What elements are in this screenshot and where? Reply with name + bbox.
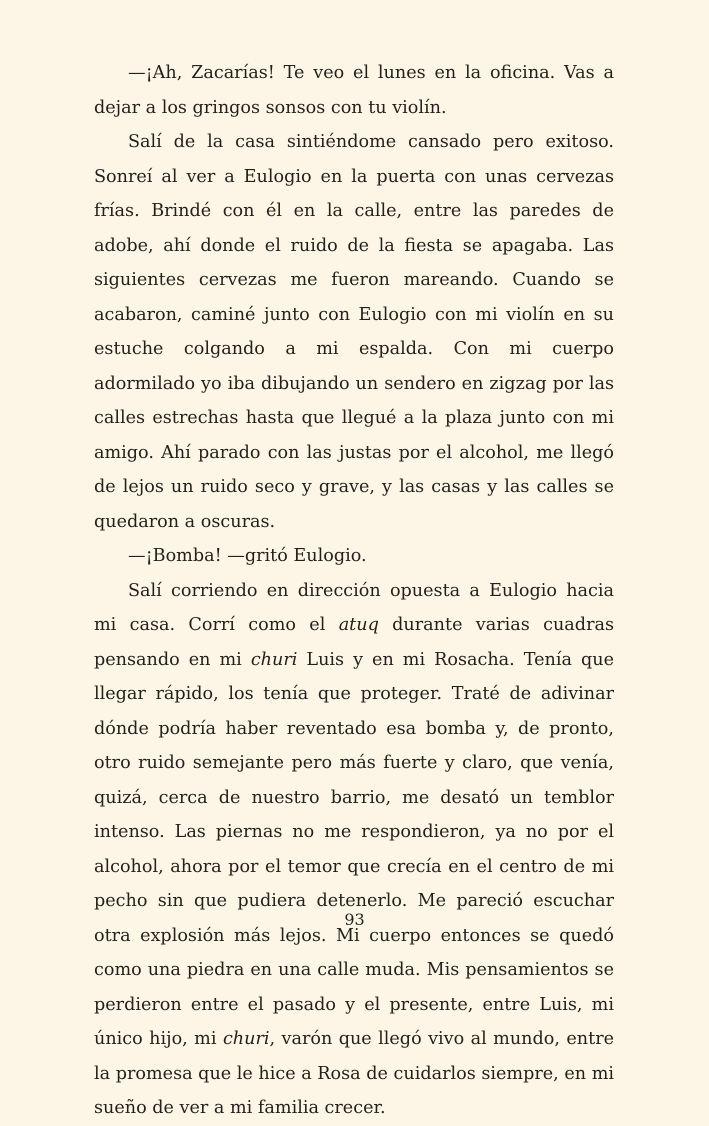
paragraph — [94, 574, 614, 1126]
text-run: Luis y en mi Rosacha. Tenía que llegar rápido, los tenía que proteger. Traté de adivinar dónde podría haber reventado esa bomba y, de pronto, otro ruido semejante pero más fuerte y claro, que venía, quizá, cerca de nuestro barrio, me desató un temblor intenso. Las piernas no me respondieron, ya no por el alcohol, ahora por el temor que crecía en el centro de mi pecho sin que pudiera detenerlo. Me pareció escuchar otra explosión más lejos. Mi cuerpo entonces se quedó como una piedra en una calle muda. Mis pensamientos se perdieron entre el pasado y el presente, entre Luis, mi único hijo, mi — [94, 649, 614, 1049]
text-run: durante varias cuadras pensando en mi — [94, 615, 614, 670]
italic-word: churi — [222, 1029, 270, 1049]
page-number: 93 — [344, 910, 365, 929]
body-text — [94, 56, 614, 1126]
text-run: Salí de la casa sintiéndome cansado pero exitoso. Sonreí al ver a Eulogio en la puerta con unas cervezas frías. Brindé con él en la calle, entre las paredes de adobe, ahí donde el ruido de la fiesta se apagaba. Las siguientes cervezas me fueron mareando. Cuando se acabaron, caminé junto con Eulogio con mi violín en su estuche colgando a mi espalda. Con mi cuerpo adormilado yo iba dibujando un sendero en zigzag por las calles estrechas hasta que llegué a la plaza junto con mi amigo. Ahí parado con las justas por el alcohol, me llegó de lejos un ruido seco y grave, y las casas y las calles se quedaron a oscuras. — [94, 132, 614, 532]
text-run: , varón que llegó vivo al mundo, entre la promesa que le hice a Rosa de cuidarlos siempre, en mi sueño de ver a mi familia crecer. — [94, 1029, 615, 1118]
paragraph — [94, 125, 614, 539]
italic-word: churi — [250, 649, 298, 670]
paragraph — [94, 56, 614, 125]
text-run: —¡Ah, Zacarías! Te veo el lunes en la oficina. Vas a dejar a los gringos sonsos con tu violín. — [94, 63, 614, 118]
text-run: Salí corriendo en dirección opuesta a Eulogio hacia mi casa. Corrí como el — [94, 580, 614, 635]
text-run: —¡Bomba! —gritó Eulogio. — [128, 546, 367, 566]
paragraph — [94, 539, 614, 574]
italic-word: atuq — [338, 615, 379, 635]
